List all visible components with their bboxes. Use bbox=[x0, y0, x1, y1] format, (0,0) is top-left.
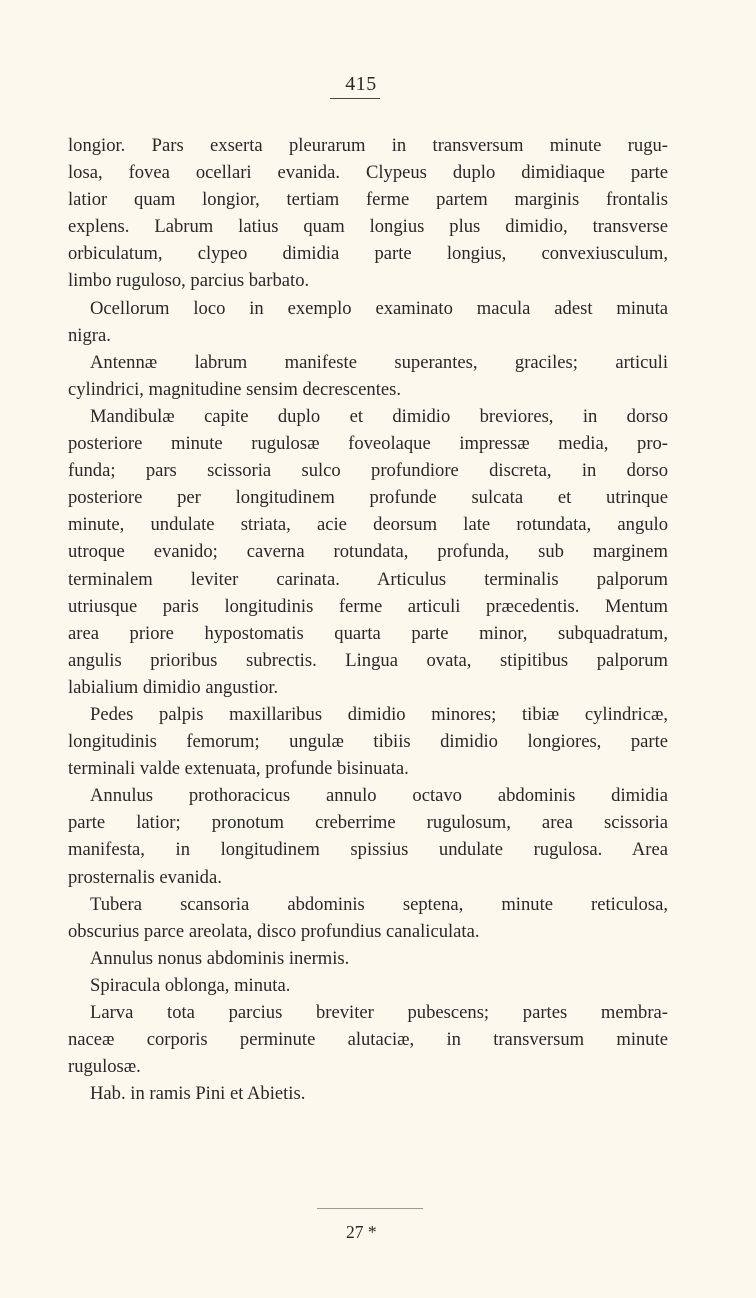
text-line: Pedes palpis maxillaribus dimidio minores; tibiæ cylindricæ, bbox=[90, 703, 668, 725]
text-line: terminali valde extenuata, profunde bisinuata. bbox=[68, 758, 409, 780]
printer-signature: 27 * bbox=[346, 1222, 377, 1242]
text-line: longitudinis femorum; ungulæ tibiis dimidio longiores, parte bbox=[68, 731, 668, 753]
body-text bbox=[68, 132, 668, 1107]
text-line: terminalem leviter carinata. Articulus terminalis palporum bbox=[68, 568, 668, 590]
text-line: Ocellorum loco in exemplo examinato macula adest minuta bbox=[90, 297, 668, 319]
text-line: longior. Pars exserta pleurarum in transversum minute rugu- bbox=[68, 135, 668, 156]
text-line: obscurius parce areolata, disco profundius canaliculata. bbox=[68, 920, 480, 942]
text-line: angulis prioribus subrectis. Lingua ovata, stipitibus palporum bbox=[68, 649, 668, 671]
text-line: naceæ corporis perminute alutaciæ, in transversum minute bbox=[68, 1029, 668, 1051]
text-line: Hab. in ramis Pini et Abietis. bbox=[90, 1083, 306, 1105]
text-line: funda; pars scissoria sulco profundiore discreta, in dorso bbox=[68, 460, 668, 482]
text-line: Annulus prothoracicus annulo octavo abdominis dimidia bbox=[90, 785, 668, 807]
footer-rule bbox=[317, 1208, 423, 1209]
text-line: utriusque paris longitudinis ferme articuli præcedentis. Mentum bbox=[68, 595, 668, 617]
text-line: parte latior; pronotum creberrime rugulosum, area scissoria bbox=[68, 812, 668, 834]
text-line: explens. Labrum latius quam longius plus dimidio, transverse bbox=[68, 216, 668, 238]
text-line: Larva tota parcius breviter pubescens; partes membra- bbox=[90, 1002, 668, 1023]
text-line: Antennæ labrum manifeste superantes, graciles; articuli bbox=[90, 351, 668, 373]
text-line: labialium dimidio angustior. bbox=[68, 676, 279, 698]
text-line: losa, fovea ocellari evanida. Clypeus duplo dimidiaque parte bbox=[68, 162, 668, 184]
text-line: prosternalis evanida. bbox=[68, 866, 222, 888]
text-line: orbiculatum, clypeo dimidia parte longius, convexiusculum, bbox=[68, 243, 668, 265]
text-line: utroque evanido; caverna rotundata, profunda, sub marginem bbox=[68, 541, 668, 563]
text-line: minute, undulate striata, acie deorsum late rotundata, angulo bbox=[68, 514, 668, 536]
text-line: posteriore per longitudinem profunde sulcata et utrinque bbox=[68, 487, 668, 509]
text-line: cylindrici, magnitudine sensim decrescentes. bbox=[68, 378, 402, 400]
text-line: posteriore minute rugulosæ foveolaque impressæ media, pro- bbox=[68, 433, 668, 455]
page-number-underline bbox=[330, 98, 380, 99]
text-line: latior quam longior, tertiam ferme partem marginis frontalis bbox=[68, 189, 668, 211]
page-number: 415 bbox=[345, 73, 377, 95]
text-line: nigra. bbox=[68, 324, 111, 346]
text-line: area priore hypostomatis quarta parte minor, subquadratum, bbox=[68, 622, 668, 644]
text-line: Spiracula oblonga, minuta. bbox=[90, 974, 291, 996]
text-line: Annulus nonus abdominis inermis. bbox=[90, 947, 350, 969]
text-line: Mandibulæ capite duplo et dimidio breviores, in dorso bbox=[90, 405, 668, 427]
text-line: manifesta, in longitudinem spissius undulate rugulosa. Area bbox=[68, 839, 668, 861]
text-line: Tubera scansoria abdominis septena, minute reticulosa, bbox=[90, 893, 668, 915]
text-line: rugulosæ. bbox=[68, 1056, 141, 1078]
text-line: limbo ruguloso, parcius barbato. bbox=[68, 270, 310, 292]
